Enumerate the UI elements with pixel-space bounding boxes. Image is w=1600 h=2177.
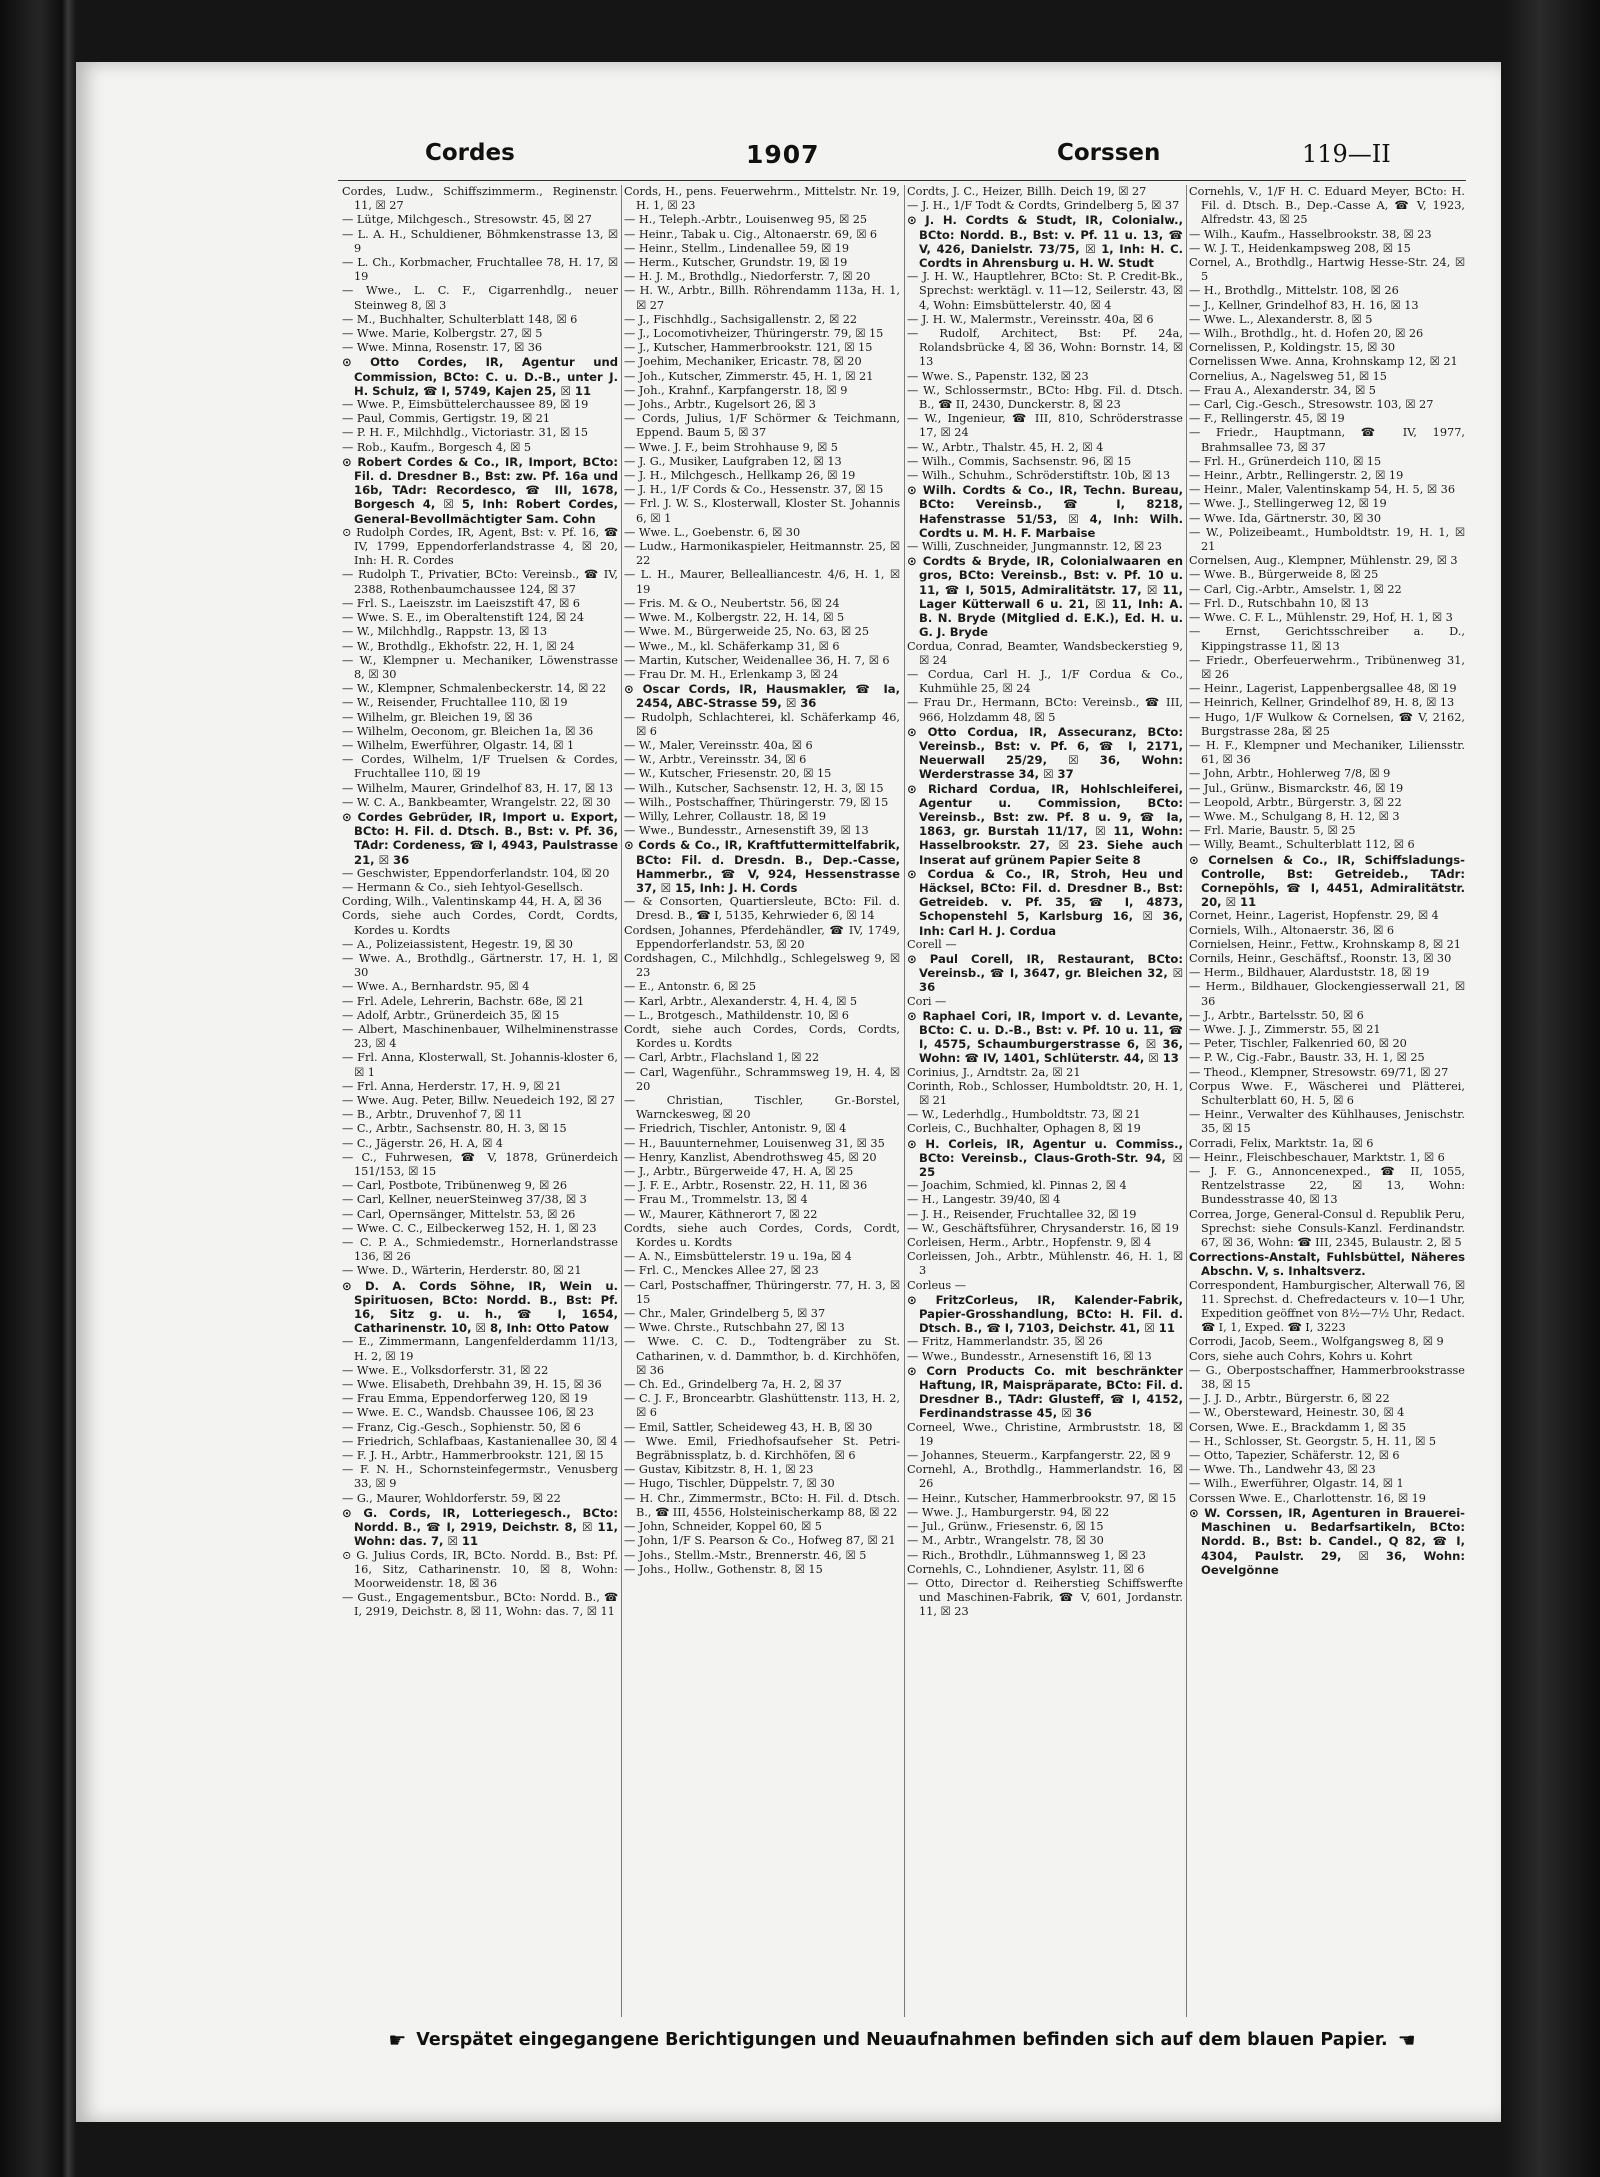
directory-entry: — Fritz, Hammerlandstr. 35, ☒ 26 xyxy=(907,1335,1103,1349)
directory-entry: — J., Fischhdlg., Sachsigallenstr. 2, ☒ 22 xyxy=(624,312,858,326)
directory-entry: ⊙ Otto Cordua, IR, Assecuranz, BCto: Vereinsb., Bst: v. Pf. 6, ☎ I, 2171, Neuerwall 25/29, ☒ 36, Wohn: Werderstrasse 34, ☒ 37 xyxy=(907,724,1183,782)
directory-entry: — J., Arbtr., Bürgerweide 47, H. A, ☒ 25 xyxy=(624,1165,854,1179)
directory-entry: Cordt, siehe auch Cordes, Cords, Cordts, Kordes u. Kordts xyxy=(624,1022,900,1051)
pointing-hand-icon: ☛ xyxy=(388,2028,407,2052)
directory-entry: ⊙ Cords & Co., IR, Kraftfuttermittelfabrik, BCto: Fil. d. Dresdn. B., Dep.-Casse, Hammerbr., ☎ V, 924, Hessenstrasse 37, ☒ 15, Inh: J. H. Cords xyxy=(624,838,900,895)
directory-entry: — Rudolph T., Privatier, BCto: Vereinsb., ☎ IV, 2388, Rothenbaumchaussee 124, ☒ 37 xyxy=(342,568,618,596)
directory-entry: — Karl, Arbtr., Alexanderstr. 4, H. 4, ☒ 5 xyxy=(624,994,858,1008)
directory-entry: — Martin, Kutscher, Weidenallee 36, H. 7, ☒ 6 xyxy=(624,653,890,667)
directory-entry: — Ludw., Harmonikaspieler, Heitmannstr. 25, ☒ 22 xyxy=(624,540,900,568)
directory-entry: Cornet, Heinr., Lagerist, Hopfenstr. 29, ☒ 4 xyxy=(1189,909,1439,923)
directory-entry: — J. J. D., Arbtr., Bürgerstr. 6, ☒ 22 xyxy=(1189,1392,1390,1406)
directory-entry: — Wwe. M., Schulgang 8, H. 12, ☒ 3 xyxy=(1189,809,1400,823)
directory-entry: — G., Maurer, Wohldorferstr. 59, ☒ 22 xyxy=(342,1491,561,1505)
directory-entry: — G., Oberpostschaffner, Hammerbrookstrasse 38, ☒ 15 xyxy=(1189,1363,1465,1392)
directory-entry: ⊙ Raphael Cori, IR, Import v. d. Levante, BCto: C. u. D.-B., Bst: v. Pf. 10 u. 11, ☎ I, 4575, Schaumburgerstrasse 6, ☒ 36, Wohn: ☎ IV, 1401, Schlüterstr. 44, ☒ 13 xyxy=(907,1008,1183,1066)
directory-entry: ⊙ Richard Cordua, IR, Hohlschleiferei, Agentur u. Commission, BCto: Vereinsb., Bst: zw. Pf. 8 u. 9, ☎ Ia, 1863, gr. Burstah 11/17, ☒ 11, Wohn: Hasselbrookstr. 27, ☒ 23. Siehe auch Inserat auf grünem Papier Seite 8 xyxy=(907,781,1183,867)
directory-entry: — Wwe. Minna, Rosenstr. 17, ☒ 36 xyxy=(342,341,543,355)
directory-entry: — Frau M., Trommelstr. 13, ☒ 4 xyxy=(624,1193,808,1207)
directory-entry: — F., Rellingerstr. 45, ☒ 19 xyxy=(1189,412,1345,426)
directory-entry: — M., Arbtr., Wrangelstr. 78, ☒ 30 xyxy=(907,1534,1104,1548)
directory-entry: — Wwe., Bundesstr., Arnesenstift 16, ☒ 13 xyxy=(907,1349,1152,1363)
directory-column-1 xyxy=(342,185,618,2017)
directory-entry: — Wwe. E., Volksdorferstr. 31, ☒ 22 xyxy=(342,1363,549,1377)
directory-entry: — Wilh., Kutscher, Sachsenstr. 12, H. 3, ☒ 15 xyxy=(624,781,884,795)
header-page-number: 119—II xyxy=(1302,140,1391,168)
directory-entry: Cornielsen, Heinr., Fettw., Krohnskamp 8, ☒ 21 xyxy=(1189,937,1461,951)
directory-entry: — Friedr., Oberfeuerwehrm., Tribünenweg 31, ☒ 26 xyxy=(1189,653,1465,681)
directory-entry: — Rob., Kaufm., Borgesch 4, ☒ 5 xyxy=(342,440,532,454)
directory-entry: Cornelissen, P., Koldingstr. 15, ☒ 30 xyxy=(1189,341,1396,355)
footer-notice-bar xyxy=(338,2025,1466,2055)
directory-entry: Cords, siehe auch Cordes, Cordt, Cordts, Kordes u. Kordts xyxy=(342,909,618,937)
column-divider xyxy=(621,185,622,2017)
directory-entry: — Wwe. C. C., Eilbeckerweg 152, H. 1, ☒ 23 xyxy=(342,1221,597,1235)
directory-entry: — J. H., Reisender, Fruchtallee 32, ☒ 19 xyxy=(907,1207,1137,1221)
directory-entry: — Cordua, Carl H. J., 1/F Cordua & Co., Kuhmühle 25, ☒ 24 xyxy=(907,667,1183,696)
directory-entry: — W., Klempner, Schmalenbeckerstr. 14, ☒ 22 xyxy=(342,682,607,696)
directory-entry: — Lütge, Milchgesch., Stresowstr. 45, ☒ 27 xyxy=(342,213,592,227)
directory-entry: — Christian, Tischler, Gr.-Borstel, Warnckesweg, ☒ 20 xyxy=(624,1094,900,1122)
directory-entry: Corinth, Rob., Schlosser, Humboldtstr. 20, H. 1, ☒ 21 xyxy=(907,1079,1183,1107)
directory-entry: — C. P. A., Schmiedemstr., Hornerlandstrasse 136, ☒ 26 xyxy=(342,1236,618,1264)
directory-entry: — W., Polizeibeamt., Humboldtstr. 19, H. 1, ☒ 21 xyxy=(1189,525,1465,554)
page-header xyxy=(76,140,1501,174)
directory-entry: — C., Fuhrwesen, ☎ V, 1878, Grünerdeich 151/153, ☒ 15 xyxy=(342,1150,618,1179)
directory-entry: — Wwe. E. C., Wandsb. Chaussee 106, ☒ 23 xyxy=(342,1406,594,1420)
directory-entry: Corrodi, Jacob, Seem., Wolfgangsweg 8, ☒ 9 xyxy=(1189,1335,1444,1349)
directory-entry: — F. N. H., Schornsteinfegermstr., Venusberg 33, ☒ 9 xyxy=(342,1463,618,1491)
directory-column-4 xyxy=(1189,185,1465,2017)
directory-entry: — Otto, Director d. Reiherstieg Schiffswerfte und Maschinen-Fabrik, ☎ V, 601, Jordanstr. 11, ☒ 23 xyxy=(907,1576,1183,1619)
directory-entry: — E., Antonstr. 6, ☒ 25 xyxy=(624,980,757,994)
directory-entry: Cori — xyxy=(907,994,947,1008)
directory-entry: — C., Jägerstr. 26, H. A, ☒ 4 xyxy=(342,1136,503,1150)
directory-entry: — Wwe., Bundesstr., Arnesenstift 39, ☒ 13 xyxy=(624,824,869,838)
directory-entry: — Cordes, Wilhelm, 1/F Truelsen & Cordes, Fruchtallee 110, ☒ 19 xyxy=(342,753,618,781)
directory-entry: — W., Lederhdlg., Humboldtstr. 73, ☒ 21 xyxy=(907,1108,1141,1122)
directory-entry: — Rich., Brothdlr., Lühmannsweg 1, ☒ 23 xyxy=(907,1548,1146,1562)
directory-entry: — Heinr., Fleischbeschauer, Marktstr. 1, ☒ 6 xyxy=(1189,1150,1445,1164)
directory-entry: ⊙ G. Julius Cords, IR, BCto. Nordd. B., Bst: Pf. 16, Sitz, Catharinenstr. 10, ☒ 8, Wohn: Moorweidenstr. 18, ☒ 36 xyxy=(342,1548,618,1590)
directory-entry: — Wilhelm, Oeconom, gr. Bleichen 1a, ☒ 36 xyxy=(342,724,594,738)
directory-entry: — W., Kutscher, Friesenstr. 20, ☒ 15 xyxy=(624,767,832,781)
directory-entry: — Frl. H., Grünerdeich 110, ☒ 15 xyxy=(1189,454,1382,468)
directory-entry: — Frl. S., Laeiszstr. im Laeiszstift 47, ☒ 6 xyxy=(342,596,580,610)
directory-entry: — Geschwister, Eppendorferlandstr. 104, ☒ 20 xyxy=(342,866,610,880)
directory-entry: Correspondent, Hamburgischer, Alterwall 76, ☒ 11. Sprechst. d. Chefredacteurs v. 10—1 Uhr, Expedition geöffnet von 8½—7½ Uhr, Redact. ☎ I, 1, Exped. ☎ I, 3223 xyxy=(1189,1278,1465,1335)
directory-entry: — Rudolf, Architect, Bst: Pf. 24a, Rolandsbrücke 4, ☒ 36, Wohn: Bornstr. 14, ☒ 13 xyxy=(907,327,1183,369)
directory-entry: — Hugo, Tischler, Düppelstr. 7, ☒ 30 xyxy=(624,1477,835,1491)
directory-entry: — Carl, Wagenführ., Schrammsweg 19, H. 4, ☒ 20 xyxy=(624,1065,900,1093)
directory-entry: — Wwe. C. F. L., Mühlenstr. 29, Hof, H. 1, ☒ 3 xyxy=(1189,611,1453,625)
directory-column-2 xyxy=(624,185,900,2017)
directory-entry: — Frau Dr. M. H., Erlenkamp 3, ☒ 24 xyxy=(624,667,839,681)
directory-entry: — Carl, Cig.-Arbtr., Amselstr. 1, ☒ 22 xyxy=(1189,582,1402,596)
directory-entry: — H. J. M., Brothdlg., Niedorferstr. 7, ☒ 20 xyxy=(624,270,871,284)
footer-notice: Verspätet eingegangene Berichtigungen und Neuaufnahmen befinden sich auf dem blauen Papier. xyxy=(416,2030,1388,2050)
directory-entry: ⊙ Paul Corell, IR, Restaurant, BCto: Vereinsb., ☎ I, 3647, gr. Bleichen 32, ☒ 36 xyxy=(907,951,1183,995)
directory-entry: — Frl. Adele, Lehrerin, Bachstr. 68e, ☒ 21 xyxy=(342,994,585,1008)
directory-entry: — Joachim, Schmied, kl. Pinnas 2, ☒ 4 xyxy=(907,1179,1127,1193)
directory-entry: — L. A. H., Schuldiener, Böhmkenstrasse 13, ☒ 9 xyxy=(342,227,618,255)
directory-entry: — Wwe. Marie, Kolbergstr. 27, ☒ 5 xyxy=(342,327,543,341)
directory-entry: ⊙ Robert Cordes & Co., IR, Import, BCto: Fil. d. Dresdner B., Bst: zw. Pf. 16a und 16b, TAdr: Recordesco, ☎ III, 1678, Borgesch 4, ☒ 5, Inh: Robert Cordes, General-Bevollmächtigter Sam. Cohn xyxy=(342,454,618,526)
directory-entry: Cordts, siehe auch Cordes, Cords, Cordt, Kordes u. Kordts xyxy=(624,1221,900,1250)
directory-entry: — Wilh., Postschaffner, Thüringerstr. 79, ☒ 15 xyxy=(624,795,889,809)
directory-entry: — Wwe. S., Papenstr. 132, ☒ 23 xyxy=(907,369,1089,383)
directory-entry: — Friedrich, Tischler, Antonistr. 9, ☒ 4 xyxy=(624,1122,847,1136)
directory-entry: — W. J. T., Heidenkampsweg 208, ☒ 15 xyxy=(1189,241,1411,255)
directory-entry: — J., Kellner, Grindelhof 83, H. 16, ☒ 13 xyxy=(1189,298,1419,312)
directory-entry: — Willi, Zuschneider, Jungmannstr. 12, ☒ 23 xyxy=(907,540,1162,554)
directory-entry: — F. J. H., Arbtr., Hammerbrookstr. 121, ☒ 15 xyxy=(342,1449,604,1463)
directory-entry: — Gustav, Kibitzstr. 8, H. 1, ☒ 23 xyxy=(624,1463,814,1477)
directory-entry: — W., Klempner u. Mechaniker, Löwenstrasse 8, ☒ 30 xyxy=(342,653,618,681)
directory-entry: — Frau Emma, Eppendorferweg 120, ☒ 19 xyxy=(342,1392,588,1406)
directory-entry: — Wilh., Ewerführer, Olgastr. 14, ☒ 1 xyxy=(1189,1477,1404,1491)
directory-entry: — Frl. C., Menckes Allee 27, ☒ 23 xyxy=(624,1264,819,1278)
directory-entry: Cords, H., pens. Feuerwehrm., Mittelstr. Nr. 19, H. 1, ☒ 23 xyxy=(624,185,900,213)
directory-entry: — W., Maurer, Käthnerort 7, ☒ 22 xyxy=(624,1207,818,1221)
directory-entry: — Fris. M. & O., Neubertstr. 56, ☒ 24 xyxy=(624,596,840,610)
directory-entry: — Wwe. A., Bernhardstr. 95, ☒ 4 xyxy=(342,980,530,994)
directory-entry: — Wwe. A., Brothdlg., Gärtnerstr. 17, H. 1, ☒ 30 xyxy=(342,951,618,980)
directory-entry: — Ch. Ed., Grindelberg 7a, H. 2, ☒ 37 xyxy=(624,1378,842,1392)
directory-entry: — Wwe. Th., Landwehr 43, ☒ 23 xyxy=(1189,1463,1376,1477)
directory-entry: ⊙ Oscar Cords, IR, Hausmakler, ☎ Ia, 2454, ABC-Strasse 59, ☒ 36 xyxy=(624,682,900,711)
directory-entry: — Ernst, Gerichtsschreiber a. D., Kippingstrasse 11, ☒ 13 xyxy=(1189,625,1465,653)
directory-entry: ⊙ W. Corssen, IR, Agenturen in Brauerei-Maschinen u. Bedarfsartikeln, BCto: Nordd. B., Bst: b. Candel., Q 82, ☎ I, 4304, Paulstr. 29, ☒ 36, Wohn: Oevelgönne xyxy=(1189,1505,1465,1577)
directory-entry: Cordua, Conrad, Beamter, Wandsbeckerstieg 9, ☒ 24 xyxy=(907,639,1183,667)
header-rule xyxy=(338,180,1466,181)
pointing-hand-icon: ☚ xyxy=(1397,2028,1416,2052)
directory-page xyxy=(76,62,1501,2122)
directory-entry: ⊙ FritzCorleus, IR, Kalender-Fabrik, Papier-Grosshandlung, BCto: H. Fil. d. Dtsch. B., ☎ I, 7103, Deichstr. 41, ☒ 11 xyxy=(907,1292,1183,1336)
directory-entry: — W., Obersteward, Heinestr. 30, ☒ 4 xyxy=(1189,1406,1405,1420)
directory-entry: — Cords, Julius, 1/F Schörmer & Teichmann, Eppend. Baum 5, ☒ 37 xyxy=(624,412,900,440)
directory-entry: — Joh., Kutscher, Zimmerstr. 45, H. 1, ☒ 21 xyxy=(624,369,874,383)
directory-entry: ⊙ Cordes Gebrüder, IR, Import u. Export, BCto: H. Fil. d. Dtsch. B., Bst: v. Pf. 36, TAdr: Cordeness, ☎ I, 4943, Paulstrasse 21, ☒ 36 xyxy=(342,809,618,867)
directory-entry: — Frau Dr., Hermann, BCto: Vereinsb., ☎ III, 966, Holzdamm 48, ☒ 5 xyxy=(907,696,1183,724)
directory-entry: — & Consorten, Quartiersleute, BCto: Fil. d. Dresd. B., ☎ I, 5135, Kehrwieder 6, ☒ 14 xyxy=(624,895,900,923)
directory-entry: — J. H. W., Malermstr., Vereinsstr. 40a, ☒ 6 xyxy=(907,312,1154,326)
directory-entry: — W., Schlossermstr., BCto: Hbg. Fil. d. Dtsch. B., ☎ II, 2430, Dunckerstr. 8, ☒ 23 xyxy=(907,383,1183,412)
directory-entry: — Wilh., Schuhm., Schröderstiftstr. 10b, ☒ 13 xyxy=(907,469,1171,483)
directory-entry: — J., Arbtr., Bartelsstr. 50, ☒ 6 xyxy=(1189,1008,1364,1022)
directory-entry: — A., Polizeiassistent, Hegestr. 19, ☒ 30 xyxy=(342,937,573,951)
directory-entry: — Heinr., Tabak u. Cig., Altonaerstr. 69, ☒ 6 xyxy=(624,227,878,241)
directory-entry: — Wwe. B., Bürgerweide 8, ☒ 25 xyxy=(1189,568,1379,582)
directory-entry: Corradi, Felix, Marktstr. 1a, ☒ 6 xyxy=(1189,1136,1374,1150)
directory-entry: — Adolf, Arbtr., Grünerdeich 35, ☒ 15 xyxy=(342,1008,560,1022)
directory-entry: — J. F. E., Arbtr., Rosenstr. 22, H. 11, ☒ 36 xyxy=(624,1179,868,1193)
directory-entry: — Wwe. J. J., Zimmerstr. 55, ☒ 21 xyxy=(1189,1022,1381,1036)
column-divider xyxy=(1186,185,1187,2017)
directory-entry: — Jul., Grünw., Bismarckstr. 46, ☒ 19 xyxy=(1189,781,1404,795)
directory-entry: — W., Brothdlg., Ekhofstr. 22, H. 1, ☒ 24 xyxy=(342,639,575,653)
directory-entry: Corpus Wwe. F., Wäscherei und Plätterei, Schulterblatt 60, H. 5, ☒ 6 xyxy=(1189,1079,1465,1107)
directory-entry: ⊙ Rudolph Cordes, IR, Agent, Bst: v. Pf. 16, ☎ IV, 1799, Eppendorferlandstrasse 4, ☒ 20, Inh: H. R. Cordes xyxy=(342,525,618,568)
directory-entry: — H. W., Arbtr., Billh. Röhrendamm 113a, H. 1, ☒ 27 xyxy=(624,284,900,312)
directory-entry: — Frl. J. W. S., Klosterwall, Kloster St. Johannis 6, ☒ 1 xyxy=(624,497,900,525)
directory-entry: — Heinr., Maler, Valentinskamp 54, H. 5, ☒ 36 xyxy=(1189,483,1456,497)
directory-entry: Cornehl, A., Brothdlg., Hammerlandstr. 16, ☒ 26 xyxy=(907,1463,1183,1491)
header-first-name: Cordes xyxy=(425,140,515,166)
directory-entry: — H. Chr., Zimmermstr., BCto: H. Fil. d. Dtsch. B., ☎ III, 4556, Holsteinischerkamp 88, ☒ 22 xyxy=(624,1491,900,1519)
directory-entry: — Wilhelm, Maurer, Grindelhof 83, H. 17, ☒ 13 xyxy=(342,781,613,795)
directory-entry: — Frl. Marie, Baustr. 5, ☒ 25 xyxy=(1189,824,1356,838)
directory-entry: — H., Schlosser, St. Georgstr. 5, H. 11, ☒ 5 xyxy=(1189,1434,1437,1448)
directory-entry: Cors, siehe auch Cohrs, Kohrs u. Kohrt xyxy=(1189,1349,1413,1363)
directory-entry: — H., Brothdlg., Mittelstr. 108, ☒ 26 xyxy=(1189,284,1399,298)
directory-entry: — Herm., Bildhauer, Alarduststr. 18, ☒ 19 xyxy=(1189,966,1430,980)
directory-entry: — Wwe. L., Goebenstr. 6, ☒ 30 xyxy=(624,525,801,539)
directory-entry: — Wwe. J. F., beim Strohhause 9, ☒ 5 xyxy=(624,440,838,454)
directory-entry: — Heinr., Lagerist, Lappenbergsallee 48, ☒ 19 xyxy=(1189,682,1457,696)
directory-entry: — J. H. W., Hauptlehrer, BCto: St. P. Credit-Bk., Sprechst: werktägl. v. 11—12, Seilerstr. 43, ☒ 4, Wohn: Eimsbüttelerstr. 40, ☒ 4 xyxy=(907,270,1183,312)
directory-entry: — Frl. D., Rutschbahn 10, ☒ 13 xyxy=(1189,596,1369,610)
directory-column-3 xyxy=(907,185,1183,2017)
directory-entry: — Wwe. Chrste., Rutschbahn 27, ☒ 13 xyxy=(624,1321,845,1335)
directory-entry: Corneel, Wwe., Christine, Armbruststr. 18, ☒ 19 xyxy=(907,1420,1183,1448)
directory-entry: — Wwe. Elisabeth, Drehbahn 39, H. 15, ☒ 36 xyxy=(342,1378,602,1392)
directory-entry: — Joehim, Mechaniker, Ericastr. 78, ☒ 20 xyxy=(624,355,862,369)
directory-entry: — Carl, Arbtr., Flachsland 1, ☒ 22 xyxy=(624,1051,820,1065)
directory-entry: — Wilh., Commis, Sachsenstr. 96, ☒ 15 xyxy=(907,454,1132,468)
directory-entry: Corrections-Anstalt, Fuhlsbüttel, Näheres Abschn. V, s. Inhaltsverz. xyxy=(1189,1250,1465,1279)
directory-entry: — Wwe. Emil, Friedhofsaufseher St. Petri-Begräbnissplatz, b. d. Kirchhöfen, ☒ 6 xyxy=(624,1434,900,1463)
directory-entry: — E., Zimmermann, Langenfelderdamm 11/13, H. 2, ☒ 19 xyxy=(342,1335,618,1363)
directory-entry: Corleus — xyxy=(907,1278,967,1292)
directory-entry: — W., Geschäftsführer, Chrysanderstr. 16, ☒ 19 xyxy=(907,1221,1179,1235)
directory-entry: — L. Ch., Korbmacher, Fruchtallee 78, H. 17, ☒ 19 xyxy=(342,256,618,284)
directory-entry: — Chr., Maler, Grindelberg 5, ☒ 37 xyxy=(624,1307,826,1321)
directory-entry: — Johannes, Steuerm., Karpfangerstr. 22, ☒ 9 xyxy=(907,1449,1171,1463)
directory-entry: — Wwe. J., Hamburgerstr. 94, ☒ 22 xyxy=(907,1505,1110,1519)
directory-entry: — John, 1/F S. Pearson & Co., Hofweg 87, ☒ 21 xyxy=(624,1534,896,1548)
directory-entry: — John, Arbtr., Hohlerweg 7/8, ☒ 9 xyxy=(1189,767,1391,781)
directory-entry: — C., Arbtr., Sachsenstr. 80, H. 3, ☒ 15 xyxy=(342,1122,567,1136)
directory-entry: Correa, Jorge, General-Consul d. Republik Peru, Sprechst: siehe Consuls-Kanzl. Ferdinandstr. 67, ☒ 36, Wohn: ☎ III, 2345, Bulaustr. 2, ☒ 5 xyxy=(1189,1207,1465,1250)
directory-entry: Corleisen, Herm., Arbtr., Hopfenstr. 9, ☒ 4 xyxy=(907,1236,1152,1250)
directory-entry: — Carl, Kellner, neuerSteinweg 37/38, ☒ 3 xyxy=(342,1193,587,1207)
directory-entry: — A. N., Eimsbüttelerstr. 19 u. 19a, ☒ 4 xyxy=(624,1250,852,1264)
directory-entry: — L., Brotgesch., Mathildenstr. 10, ☒ 6 xyxy=(624,1008,849,1022)
directory-entry: — Frl. Anna, Herderstr. 17, H. 9, ☒ 21 xyxy=(342,1079,562,1093)
directory-entry: — Henry, Kanzlist, Abendrothsweg 45, ☒ 20 xyxy=(624,1150,877,1164)
directory-entry: — J., Kutscher, Hammerbrookstr. 121, ☒ 15 xyxy=(624,341,873,355)
directory-entry: ⊙ Cornelsen & Co., IR, Schiffsladungs-Controlle, Bst: Getreideb., TAdr: Cornepöhls, ☎ I, 4451, Admiralitätstr. 20, ☒ 11 xyxy=(1189,852,1465,910)
directory-entry: — Peter, Tischler, Falkenried 60, ☒ 20 xyxy=(1189,1037,1407,1051)
directory-entry: Corleis, C., Buchhalter, Ophagen 8, ☒ 19 xyxy=(907,1122,1141,1136)
directory-entry: Corleissen, Joh., Arbtr., Mühlenstr. 46, H. 1, ☒ 3 xyxy=(907,1250,1183,1278)
directory-entry: — Wwe. M., Kolbergstr. 22, H. 14, ☒ 5 xyxy=(624,611,845,625)
directory-entry: — W., Ingenieur, ☎ III, 810, Schröderstrasse 17, ☒ 24 xyxy=(907,412,1183,440)
directory-entry: — Franz, Cig.-Gesch., Sophienstr. 50, ☒ 6 xyxy=(342,1420,581,1434)
directory-entry: Cordsen, Johannes, Pferdehändler, ☎ IV, 1749, Eppendorferlandstr. 53, ☒ 20 xyxy=(624,923,900,951)
column-divider xyxy=(904,185,905,2017)
directory-entry: ⊙ H. Corleis, IR, Agentur u. Commiss., BCto: Vereinsb., Claus-Groth-Str. 94, ☒ 25 xyxy=(907,1136,1183,1180)
directory-entry: — Rudolph, Schlachterei, kl. Schäferkamp 46, ☒ 6 xyxy=(624,710,900,738)
directory-entry: ⊙ Wilh. Cordts & Co., IR, Techn. Bureau, BCto: Vereinsb., ☎ I, 8218, Hafenstrasse 51/53, ☒ 4, Inh: Wilh. Cordts u. M. H. F. Marbaise xyxy=(907,483,1183,540)
directory-entry: — J. F. G., Annoncenexped., ☎ II, 1055, Rentzelstrasse 22, ☒ 13, Wohn: Bundesstrasse 40, ☒ 13 xyxy=(1189,1165,1465,1207)
directory-entry: — P. W., Cig.-Fabr., Baustr. 33, H. 1, ☒ 25 xyxy=(1189,1051,1425,1065)
directory-entry: — Wilhelm, gr. Bleichen 19, ☒ 36 xyxy=(342,710,533,724)
directory-entry: — Herm., Kutscher, Grundstr. 19, ☒ 19 xyxy=(624,256,848,270)
directory-entry: — Herm., Bildhauer, Glockengiesserwall 21, ☒ 36 xyxy=(1189,980,1465,1008)
directory-entry: — Heinr., Kutscher, Hammerbrookstr. 97, ☒ 15 xyxy=(907,1491,1177,1505)
directory-entry: Cording, Wilh., Valentinskamp 44, H. A, ☒ 36 xyxy=(342,895,602,909)
directory-entry: — Emil, Sattler, Scheideweg 43, H. B, ☒ 30 xyxy=(624,1420,873,1434)
directory-entry: — Friedrich, Schlafbaas, Kastanienallee 30, ☒ 4 xyxy=(342,1434,618,1448)
directory-entry: — Carl, Opernsänger, Mittelstr. 53, ☒ 26 xyxy=(342,1207,576,1221)
directory-entry: — Friedr., Hauptmann, ☎ IV, 1977, Brahmsallee 73, ☒ 37 xyxy=(1189,426,1465,454)
directory-entry: — H., Langestr. 39/40, ☒ 4 xyxy=(907,1193,1061,1207)
directory-entry: — Wwe. C. C. D., Todtengräber zu St. Catharinen, v. d. Dammthor, b. d. Kirchhöfen, ☒ 36 xyxy=(624,1335,900,1377)
directory-entry: — J. G., Musiker, Laufgraben 12, ☒ 13 xyxy=(624,454,842,468)
directory-entry: Cordts, J. C., Heizer, Billh. Deich 19, ☒ 27 xyxy=(907,185,1147,198)
directory-entry: — J. H., 1/F Todt & Cordts, Grindelberg 5, ☒ 37 xyxy=(907,199,1180,213)
directory-entry: Corinius, J., Arndtstr. 2a, ☒ 21 xyxy=(907,1065,1081,1079)
directory-entry: — Hermann & Co., sieh Iehtyol-Gesellsch. xyxy=(342,880,584,894)
header-year: 1907 xyxy=(746,140,820,169)
directory-entry: — John, Schneider, Koppel 60, ☒ 5 xyxy=(624,1520,822,1534)
directory-entry: ⊙ J. H. Cordts & Studt, IR, Colonialw., BCto: Nordd. B., Bst: v. Pf. 11 u. 13, ☎ V, 426, Danielstr. 73/75, ☒ 1, Inh: H. C. Cordts in Ahrensburg u. H. W. Studt xyxy=(907,213,1183,271)
directory-entry: ⊙ Cordts & Bryde, IR, Colonialwaaren en gros, BCto: Vereinsb., Bst: v. Pf. 10 u. 11, ☎ I, 5015, Admiralitätstr. 17, ☒ 11, Lager Kütterwall 6 u. 21, ☒ 11, Inh: A. B. N. Bryde (Mitglied d. E.K.), Ed. H. u. G. J. Bryde xyxy=(907,554,1183,640)
directory-entry: — Jul., Grünw., Friesenstr. 6, ☒ 15 xyxy=(907,1520,1104,1534)
directory-entry: — Frl. Anna, Klosterwall, St. Johannis-kloster 6, ☒ 1 xyxy=(342,1051,618,1079)
directory-entry: — Heinrich, Kellner, Grindelhof 89, H. 8, ☒ 13 xyxy=(1189,696,1455,710)
directory-entry: — Wwe. S. E., im Oberaltenstift 124, ☒ 24 xyxy=(342,611,585,625)
directory-entry: — Willy, Beamt., Schulterblatt 112, ☒ 6 xyxy=(1189,838,1415,852)
directory-entry: Cornelius, A., Nagelsweg 51, ☒ 15 xyxy=(1189,369,1387,383)
directory-entry: ⊙ Cordua & Co., IR, Stroh, Heu und Häcksel, BCto: Fil. d. Dresdner B., Bst: Getreideb. v. Pf. 35, ☎ I, 4873, Schopenstehl 5, Karlsburg 16, ☒ 36, Inh: Carl H. J. Cordua xyxy=(907,866,1183,938)
directory-entry: Cornehls, C., Lohndiener, Asylstr. 11, ☒ 6 xyxy=(907,1562,1145,1576)
directory-entry: — Johs., Hollw., Gothenstr. 8, ☒ 15 xyxy=(624,1562,823,1576)
directory-entry: — W., Arbtr., Vereinsstr. 34, ☒ 6 xyxy=(624,753,807,767)
directory-entry: — Otto, Tapezier, Schäferstr. 12, ☒ 6 xyxy=(1189,1449,1400,1463)
directory-entry: — H., Bauunternehmer, Louisenweg 31, ☒ 35 xyxy=(624,1136,885,1150)
directory-entry: — Wwe. L., Alexanderstr. 8, ☒ 5 xyxy=(1189,312,1373,326)
directory-entry: — Wwe. M., Bürgerweide 25, No. 63, ☒ 25 xyxy=(624,625,870,639)
directory-entry: — Wwe., L. C. F., Cigarrenhdlg., neuer Steinweg 8, ☒ 3 xyxy=(342,284,618,312)
directory-entry: — Johs., Stellm.-Mstr., Brennerstr. 46, ☒ 5 xyxy=(624,1548,867,1562)
directory-entry: Corsen, Wwe. E., Brackdamm 1, ☒ 35 xyxy=(1189,1420,1407,1434)
directory-entry: — Wwe. P., Eimsbüttelerchaussee 89, ☒ 19 xyxy=(342,398,589,412)
directory-entry: — Johs., Arbtr., Kugelsort 26, ☒ 3 xyxy=(624,398,816,412)
directory-entry: — M., Buchhalter, Schulterblatt 148, ☒ 6 xyxy=(342,312,578,326)
directory-entry: Cornelissen Wwe. Anna, Krohnskamp 12, ☒ 21 xyxy=(1189,355,1458,369)
directory-entry: — Theod., Klempner, Stresowstr. 69/71, ☒ 27 xyxy=(1189,1065,1449,1079)
directory-entry: — Gust., Engagementsbur., BCto: Nordd. B., ☎ I, 2919, Deichstr. 8, ☒ 11, Wohn: das. 7, ☒ 11 xyxy=(342,1591,618,1619)
directory-entry: — Wwe. Ida, Gärtnerstr. 30, ☒ 30 xyxy=(1189,511,1382,525)
header-last-name: Corssen xyxy=(1057,140,1161,166)
directory-entry: — J. H., 1/F Cords & Co., Hessenstr. 37, ☒ 15 xyxy=(624,483,884,497)
directory-entry: — Wwe. J., Stellingerweg 12, ☒ 19 xyxy=(1189,497,1387,511)
directory-entry: — C. J. F., Broncearbtr. Glashüttenstr. 113, H. 2, ☒ 6 xyxy=(624,1392,900,1420)
directory-entry: — Frau A., Alexanderstr. 34, ☒ 5 xyxy=(1189,383,1376,397)
directory-entry: Corssen Wwe. E., Charlottenstr. 16, ☒ 19 xyxy=(1189,1491,1426,1505)
directory-entry: — J., Locomotivheizer, Thüringerstr. 79, ☒ 15 xyxy=(624,327,884,341)
directory-entry: — Joh., Krahnf., Karpfangerstr. 18, ☒ 9 xyxy=(624,383,848,397)
directory-entry: — H., Teleph.-Arbtr., Louisenweg 95, ☒ 25 xyxy=(624,213,868,227)
directory-entry: — W., Milchhdlg., Rappstr. 13, ☒ 13 xyxy=(342,625,548,639)
directory-entry: ⊙ D. A. Cords Söhne, IR, Wein u. Spirituosen, BCto: Nordd. B., Bst: Pf. 16, Sitz g. u. h., ☎ I, 1654, Catharinenstr. 10, ☒ 8, Inh: Otto Patow xyxy=(342,1278,618,1336)
directory-entry: — W. C. A., Bankbeamter, Wrangelstr. 22, ☒ 30 xyxy=(342,795,611,809)
directory-entry: — Albert, Maschinenbauer, Wilhelminenstrasse 23, ☒ 4 xyxy=(342,1022,618,1051)
directory-entry: — Hugo, 1/F Wulkow & Cornelsen, ☎ V, 2162, Burgstrasse 28a, ☒ 25 xyxy=(1189,710,1465,738)
directory-entry: Corniels, Wilh., Altonaerstr. 36, ☒ 6 xyxy=(1189,923,1395,937)
directory-entry: — W., Arbtr., Thalstr. 45, H. 2, ☒ 4 xyxy=(907,440,1104,454)
directory-entry: — Leopold, Arbtr., Bürgerstr. 3, ☒ 22 xyxy=(1189,795,1402,809)
directory-entry: ⊙ Corn Products Co. mit beschränkter Haftung, IR, Maispräparate, BCto: Fil. d. Dresdner B., TAdr: Glusteff, ☎ I, 4152, Ferdinandstrasse 45, ☒ 36 xyxy=(907,1363,1183,1421)
directory-entry: Cordes, Ludw., Schiffszimmerm., Reginenstr. 11, ☒ 27 xyxy=(342,185,618,213)
directory-entry: — Wilhelm, Ewerführer, Olgastr. 14, ☒ 1 xyxy=(342,738,575,752)
directory-entry: — Willy, Lehrer, Collaustr. 18, ☒ 19 xyxy=(624,809,827,823)
directory-entry: — Heinr., Arbtr., Rellingerstr. 2, ☒ 19 xyxy=(1189,469,1404,483)
directory-entry: — Paul, Commis, Gertigstr. 19, ☒ 21 xyxy=(342,412,551,426)
directory-entry: — Carl, Cig.-Gesch., Stresowstr. 103, ☒ 27 xyxy=(1189,398,1434,412)
directory-entry: — Wilh., Brothdlg., ht. d. Hofen 20, ☒ 26 xyxy=(1189,327,1424,341)
directory-entry: Cornehls, V., 1/F H. C. Eduard Meyer, BCto: H. Fil. d. Dtsch. B., Dep.-Casse A, ☎ V, 1923, Alfredstr. 43, ☒ 25 xyxy=(1189,185,1465,227)
directory-entry: — Wwe. Aug. Peter, Billw. Neuedeich 192, ☒ 27 xyxy=(342,1094,615,1107)
directory-entry: — Heinr., Stellm., Lindenallee 59, ☒ 19 xyxy=(624,241,850,255)
directory-entry: — W., Reisender, Fruchtallee 110, ☒ 19 xyxy=(342,696,568,710)
directory-entry: — W., Maler, Vereinsstr. 40a, ☒ 6 xyxy=(624,738,813,752)
directory-entry: — Carl, Postschaffner, Thüringerstr. 77, H. 3, ☒ 15 xyxy=(624,1278,900,1306)
directory-entry: — J. H., Milchgesch., Hellkamp 26, ☒ 19 xyxy=(624,469,856,483)
directory-entry: — P. H. F., Milchhdlg., Victoriastr. 31, ☒ 15 xyxy=(342,426,589,440)
directory-entry: — L. H., Maurer, Bellealliancestr. 4/6, H. 1, ☒ 19 xyxy=(624,568,900,596)
directory-entry: ⊙ Otto Cordes, IR, Agentur und Commission, BCto: C. u. D.-B., unter J. H. Schulz, ☎ I, 5749, Kajen 25, ☒ 11 xyxy=(342,355,618,398)
directory-entry: Cornelsen, Aug., Klempner, Mühlenstr. 29, ☒ 3 xyxy=(1189,554,1458,568)
directory-entry: — Carl, Postbote, Tribünenweg 9, ☒ 26 xyxy=(342,1179,568,1193)
directory-entry: — Wwe. D., Wärterin, Herderstr. 80, ☒ 21 xyxy=(342,1264,582,1278)
directory-entry: — Heinr., Verwalter des Kühlhauses, Jenischstr. 35, ☒ 15 xyxy=(1189,1108,1465,1136)
directory-entry: — B., Arbtr., Druvenhof 7, ☒ 11 xyxy=(342,1108,523,1122)
directory-entry: — H. F., Klempner und Mechaniker, Liliensstr. 61, ☒ 36 xyxy=(1189,738,1465,767)
directory-entry: — Wilh., Kaufm., Hasselbrookstr. 38, ☒ 23 xyxy=(1189,227,1432,241)
directory-entry: Cornils, Heinr., Geschäftsf., Roonstr. 13, ☒ 30 xyxy=(1189,951,1452,965)
directory-entry: ⊙ G. Cords, IR, Lotteriegesch., BCto: Nordd. B., ☎ I, 2919, Deichstr. 8, ☒ 11, Wohn: das. 7, ☒ 11 xyxy=(342,1505,618,1549)
directory-entry: — Wwe., M., kl. Schäferkamp 31, ☒ 6 xyxy=(624,639,840,653)
directory-entry: Cordshagen, C., Milchhdlg., Schlegelsweg 9, ☒ 23 xyxy=(624,951,900,980)
directory-entry: Cornel, A., Brothdlg., Hartwig Hesse-Str. 24, ☒ 5 xyxy=(1189,256,1465,284)
directory-entry: Corell — xyxy=(907,937,957,951)
